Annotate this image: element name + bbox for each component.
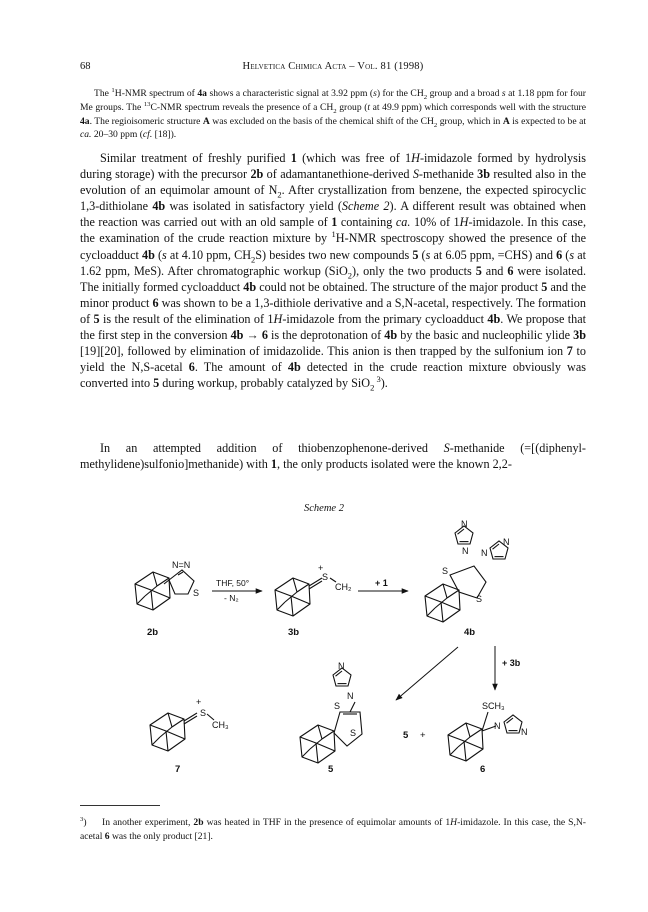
- 4b-imidazole-n3: N: [503, 537, 510, 547]
- reagent-plus-3b: + 3b: [502, 658, 521, 668]
- compound-4b: [425, 520, 510, 622]
- plus-sign: +: [420, 730, 426, 741]
- 3b-plus-charge: +: [318, 563, 324, 573]
- compound-5: [300, 661, 362, 763]
- 5-imidazole-n1: N: [338, 661, 345, 671]
- 4b-imidazole-n4: N: [481, 548, 488, 558]
- 6-sch3: SCH₃: [482, 701, 505, 711]
- running-title: Helvetica Chimica Acta – Vol. 81 (1998): [242, 61, 424, 72]
- product-5-inline: 5: [403, 730, 409, 741]
- label-5: 5: [328, 764, 334, 775]
- arrows-from-4b: [396, 646, 521, 700]
- 6-nitrogen: N: [494, 721, 501, 731]
- compound-7: [150, 697, 229, 751]
- compound-2b: [135, 560, 199, 610]
- 5-sulfur-2: S: [350, 728, 357, 738]
- 7-sulfur-atom: S: [200, 708, 207, 718]
- reagent-minus-n2: - N₂: [224, 593, 239, 603]
- arrow-3b-to-4b: [358, 578, 408, 591]
- scheme-title: Scheme 2: [304, 503, 344, 514]
- 7-plus-charge: +: [196, 697, 202, 707]
- nmr-note-paragraph: The $^1$H-NMR spectrum of 4a shows a characteristic signal at 3.92 ppm (s) for the $CH_2$ group and a broad s at 1.18 ppm for four Me groups. The $^{13}$C-NMR spectrum reveals the presence of a $CH_2$ group (t at 49.9 ppm) which corresponds well with the structure 4a. The regioisomeric structure A was excluded on the basis of the chemical shift of the $CH_2$ group, which in A is expected to be at ca. 20–30 ppm (cf. [18]).: [80, 86, 586, 141]
- compound-3b: [275, 563, 352, 616]
- 4b-sulfur-2: S: [476, 594, 483, 604]
- 5-imidazole-n2: N: [347, 691, 354, 701]
- 3b-sulfur-atom: S: [322, 572, 329, 582]
- 2b-nitrogen-atoms: N=N: [172, 560, 191, 570]
- compound-6: [448, 701, 528, 761]
- footnote-rule: [80, 805, 160, 806]
- label-2b: 2b: [147, 627, 159, 638]
- body-paragraph-2: In an attempted addition of thiobenzophenone-derived S-methanide (=[(diphenyl-methylidene)sulfonio]methanide) with 1, the only products isolated were the known 2,2-: [80, 441, 586, 472]
- footnote: $^3$) In another experiment, 2b was heated in THF in the presence of equimolar amounts of 1H-imidazole. In this case, the S,N-acetal 6 was the only product [21].: [80, 815, 587, 842]
- reagent-thf: THF, 50°: [216, 578, 250, 588]
- 5-sulfur-1: S: [334, 701, 341, 711]
- 4b-sulfur-1: S: [442, 566, 449, 576]
- label-4b: 4b: [464, 627, 476, 638]
- reaction-scheme: [0, 520, 648, 790]
- arrow-2b-to-3b: [212, 578, 262, 603]
- running-header: [80, 61, 586, 75]
- label-3b: 3b: [288, 627, 300, 638]
- 7-ch3: CH₃: [212, 720, 229, 730]
- label-7: 7: [175, 764, 181, 775]
- 2b-sulfur-atom: S: [193, 588, 200, 598]
- footnote-mark: 3: [80, 815, 84, 823]
- 4b-imidazole-n2: N: [462, 546, 469, 556]
- 4b-imidazole-n1: N: [461, 520, 468, 529]
- reagent-plus-1: + 1: [375, 578, 388, 588]
- label-6: 6: [480, 764, 486, 775]
- page-number: 68: [80, 61, 91, 72]
- 6-imidazole-n: N: [521, 727, 528, 737]
- 3b-ch2: CH₂: [335, 582, 352, 592]
- body-paragraph-1: Similar treatment of freshly purified 1 (which was free of 1H-imidazole formed by hydrolysis during storage) with the precursor 2b of adamantanethione-derived S-methanide 3b resulted also in the evolution of an equimolar amount of $N_2$. After crystallization from benzene, the expected spirocyclic 1,3-dithiolane 4b was isolated in satisfactory yield (Scheme 2). A different result was obtained when the reaction was carried out with an old sample of 1 containing ca. 10% of 1H-imidazole. In this case, the examination of the crude reaction mixture by $^1$H-NMR spectroscopy showed the presence of the cycloadduct 4b (s at 4.10 ppm, $CH_2S$) besides two new compounds 5 (s at 6.05 ppm, =CHS) and 6 (s at 1.62 ppm, MeS). After chromatographic workup (SiO$_2$), only the two products 5 and 6 were isolated. The initially formed cycloadduct 4b could not be obtained. The structure of the major product 5 and the minor product 6 was shown to be a 1,3-dithiole derivative and a S,N-acetal, respectively. The formation of 5 is the result of the elimination of 1H-imidazole from the primary cycloadduct 4b. We propose that the first step in the conversion 4b → 6 is the deprotonation of 4b by the basic and nucleophilic ylide 3b [19][20], followed by elimination of imidazolide. This anion is then trapped by the sulfonium ion 7 to yield the N,S-acetal 6. The amount of 4b detected in the crude reaction mixture obviously was converted into 5 during workup, probably catalyzed by SiO$_2$ $^3$).: [80, 151, 587, 393]
